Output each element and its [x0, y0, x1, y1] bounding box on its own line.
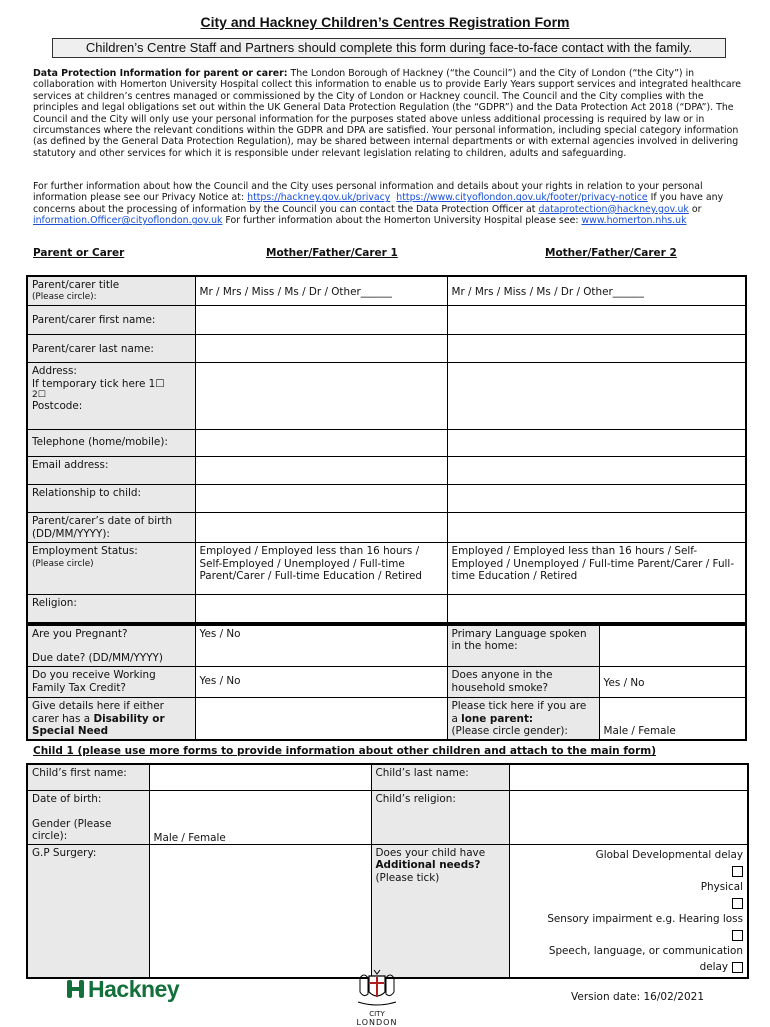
lone-parent-label: [447, 698, 599, 740]
need-physical: Physical: [700, 881, 743, 894]
carer-title-note: (Please circle):: [32, 292, 97, 303]
need-physical-checkbox[interactable]: [732, 898, 743, 909]
lone-parent-gender-options[interactable]: Male / Female: [599, 698, 746, 740]
hackney-logo: [66, 976, 179, 1003]
child-details-table: [26, 763, 749, 979]
hackney-privacy-link[interactable]: https://hackney.gov.uk/privacy: [247, 192, 391, 204]
carer1-employment-options[interactable]: Employed / Employed less than 16 hours / Self-Employed / Unemployed / Full-time Parent/Carer / Full-time Education / Retired: [195, 543, 447, 595]
additional-needs-label: [371, 845, 509, 979]
temporary-address-tick-2[interactable]: 2☐: [32, 389, 46, 400]
child-dob-label: Date of birth:: [32, 792, 102, 805]
data-protection-notice: [33, 68, 741, 159]
household-smoke-label: Does anyone in the household smoke?: [447, 667, 599, 698]
household-questions-table: [26, 624, 747, 741]
carer2-dob-input[interactable]: [447, 513, 746, 543]
temporary-address-tick-1[interactable]: If temporary tick here 1☐: [32, 377, 165, 390]
column-header-carer-1: Mother/Father/Carer 1: [266, 247, 398, 259]
lone-parent-label-text: Please tick here if you are a: [451, 700, 587, 725]
postcode-label: Postcode:: [32, 399, 83, 412]
city-of-london-crest: [354, 968, 400, 1027]
employment-label: Employment Status:: [32, 545, 138, 558]
disability-label-text: Give details here if either carer has a: [32, 700, 164, 725]
child-gender-label: Gender (Please circle):: [32, 817, 112, 842]
need-speech-delay: delay: [699, 961, 728, 974]
column-header-carer-2: Mother/Father/Carer 2: [545, 247, 677, 259]
child-last-name-input[interactable]: [509, 764, 748, 790]
lone-parent-note: (Please circle gender):: [451, 724, 568, 737]
carer-dob-label: Parent/carer’s date of birth (DD/MM/YYYY):: [27, 513, 195, 543]
parent-carer-table: [26, 275, 747, 624]
carer2-email-input[interactable]: [447, 457, 746, 485]
child-gender-options[interactable]: Male / Female: [149, 790, 371, 845]
relationship-label: Relationship to child:: [27, 485, 195, 513]
carer1-address-input[interactable]: [195, 363, 447, 430]
form-subtitle: Children’s Centre Staff and Partners should complete this form during face-to-face contact with the family.: [52, 38, 726, 58]
further-information: [33, 181, 741, 227]
crest-london-text: LONDON: [356, 1018, 398, 1027]
need-global-delay: Global Developmental delay: [595, 849, 743, 862]
disability-label: [27, 698, 195, 740]
last-name-label: Parent/carer last name:: [27, 335, 195, 363]
address-label-cell: [27, 363, 195, 430]
address-label: Address:: [32, 365, 77, 378]
child-dob-gender-cell: [27, 790, 149, 845]
further-info-text-3: or: [688, 203, 702, 215]
lone-parent-label-bold: lone parent:: [461, 712, 534, 725]
city-dpo-email-link[interactable]: information.Officer@cityoflondon.gov.uk: [33, 215, 223, 227]
pregnant-label-cell: [27, 625, 195, 667]
version-date: Version date: 16/02/2021: [571, 991, 705, 1003]
working-tax-credit-label: Do you receive Working Family Tax Credit?: [27, 667, 195, 698]
child-last-name-label: Child’s last name:: [371, 764, 509, 790]
carer2-religion-input[interactable]: [447, 595, 746, 623]
crest-icon: [354, 968, 400, 1008]
additional-needs-bold: Additional needs?: [375, 859, 481, 872]
primary-language-label: Primary Language spoken in the home:: [447, 625, 599, 667]
carer2-relationship-input[interactable]: [447, 485, 746, 513]
carer-title-label-cell: [27, 276, 195, 306]
data-protection-heading: Data Protection Information for parent or carer:: [33, 68, 288, 79]
homerton-link[interactable]: www.homerton.nhs.uk: [581, 215, 687, 227]
carer2-telephone-input[interactable]: [447, 430, 746, 457]
hackney-logo-text: Hackney: [88, 976, 180, 1002]
carer-title-label: Parent/carer title: [32, 279, 120, 291]
disability-details-input[interactable]: [195, 698, 447, 740]
further-info-text-4: For further information about the Homerton University Hospital please see:: [222, 215, 582, 227]
gp-surgery-input[interactable]: [149, 845, 371, 979]
household-smoke-options[interactable]: Yes / No: [599, 667, 746, 698]
carer1-first-name-input[interactable]: [195, 306, 447, 335]
carer1-title-options[interactable]: Mr / Mrs / Miss / Ms / Dr / Other______: [195, 276, 447, 306]
carer1-relationship-input[interactable]: [195, 485, 447, 513]
hackney-dpo-email-link[interactable]: dataprotection@hackney.gov.uk: [538, 203, 689, 215]
need-sensory-checkbox[interactable]: [732, 930, 743, 941]
disability-label-bold: Disability or Special Need: [32, 712, 165, 737]
carer2-first-name-input[interactable]: [447, 306, 746, 335]
need-speech-checkbox[interactable]: [732, 962, 743, 973]
additional-needs-note: (Please tick): [375, 871, 440, 884]
employment-note: (Please circle): [32, 558, 94, 569]
first-name-label: Parent/carer first name:: [27, 306, 195, 335]
further-info-text-2: If you have any concerns about the processing of information by the Council you can contact the Data Protection Officer at: [33, 192, 724, 215]
carer2-address-input[interactable]: [447, 363, 746, 430]
pregnant-options[interactable]: Yes / No: [195, 625, 447, 667]
need-sensory: Sensory impairment e.g. Hearing loss: [547, 913, 743, 926]
working-tax-credit-options[interactable]: Yes / No: [195, 667, 447, 698]
child-first-name-input[interactable]: [149, 764, 371, 790]
due-date-label: Due date? (DD/MM/YYYY): [32, 652, 163, 665]
crest-city-text: CITY: [369, 1010, 385, 1018]
carer2-title-options[interactable]: Mr / Mrs / Miss / Ms / Dr / Other______: [447, 276, 746, 306]
carer1-last-name-input[interactable]: [195, 335, 447, 363]
child-religion-input[interactable]: [509, 790, 748, 845]
telephone-label: Telephone (home/mobile):: [27, 430, 195, 457]
primary-language-input[interactable]: [599, 625, 746, 667]
column-header-parent: Parent or Carer: [33, 247, 125, 259]
carer2-employment-options[interactable]: Employed / Employed less than 16 hours / Self-Employed / Unemployed / Full-time Parent/Carer / Full-time Education / Retired: [447, 543, 746, 595]
city-privacy-link[interactable]: https://www.cityoflondon.gov.uk/footer/privacy-notice: [396, 192, 648, 204]
data-protection-text: The London Borough of Hackney (“the Council”) and the City of London (“the City”) in collaboration with Homerton University Hospital collect this information to enable us to provide Early Years support services and integrated healthcare services at children’s centres managed or commissioned by the City of London or Hackney council. The Council and the City complies with the principles and legal obligations set out within the UK General Data Protection Regulation (the “GDPR”) and the Data Protection Act 2018 (“DPA”). The Council and the City will only use your personal information for the purposes stated above unless additional processing is required by law or in circumstances where the relevant conditions within the GDPR and DPA are satisfied. Your personal information, including special category information (as defined by the General Data Protection Regulation), may be shared between internal departments or with external agencies involved in delivering statutory and other services for which it is responsible under relevant legislation relating to children, adults and safeguarding.: [33, 68, 742, 159]
email-label: Email address:: [27, 457, 195, 485]
need-global-delay-checkbox[interactable]: [732, 866, 743, 877]
form-title: City and Hackney Children’s Centres Registration Form: [200, 14, 570, 30]
need-speech: Speech, language, or communication: [548, 945, 743, 958]
carer1-email-input[interactable]: [195, 457, 447, 485]
gp-surgery-label: G.P Surgery:: [27, 845, 149, 979]
religion-label: Religion:: [27, 595, 195, 623]
additional-needs-options: [509, 845, 748, 979]
carer1-dob-input[interactable]: [195, 513, 447, 543]
further-info-text-1: For further information about how the Council and the City uses personal information and details about your rights in relation to your personal information please see our Privacy Notice at:: [33, 181, 703, 204]
employment-label-cell: [27, 543, 195, 595]
carer1-religion-input[interactable]: [195, 595, 447, 623]
child-first-name-label: Child’s first name:: [27, 764, 149, 790]
carer1-telephone-input[interactable]: [195, 430, 447, 457]
carer2-last-name-input[interactable]: [447, 335, 746, 363]
child-section-heading: Child 1 (please use more forms to provide information about other children and attach to the main form): [33, 745, 657, 757]
hackney-logo-icon: [66, 979, 86, 999]
child-religion-label: Child’s religion:: [371, 790, 509, 845]
pregnant-label: Are you Pregnant?: [32, 628, 128, 640]
additional-needs-text: Does your child have: [375, 847, 486, 860]
